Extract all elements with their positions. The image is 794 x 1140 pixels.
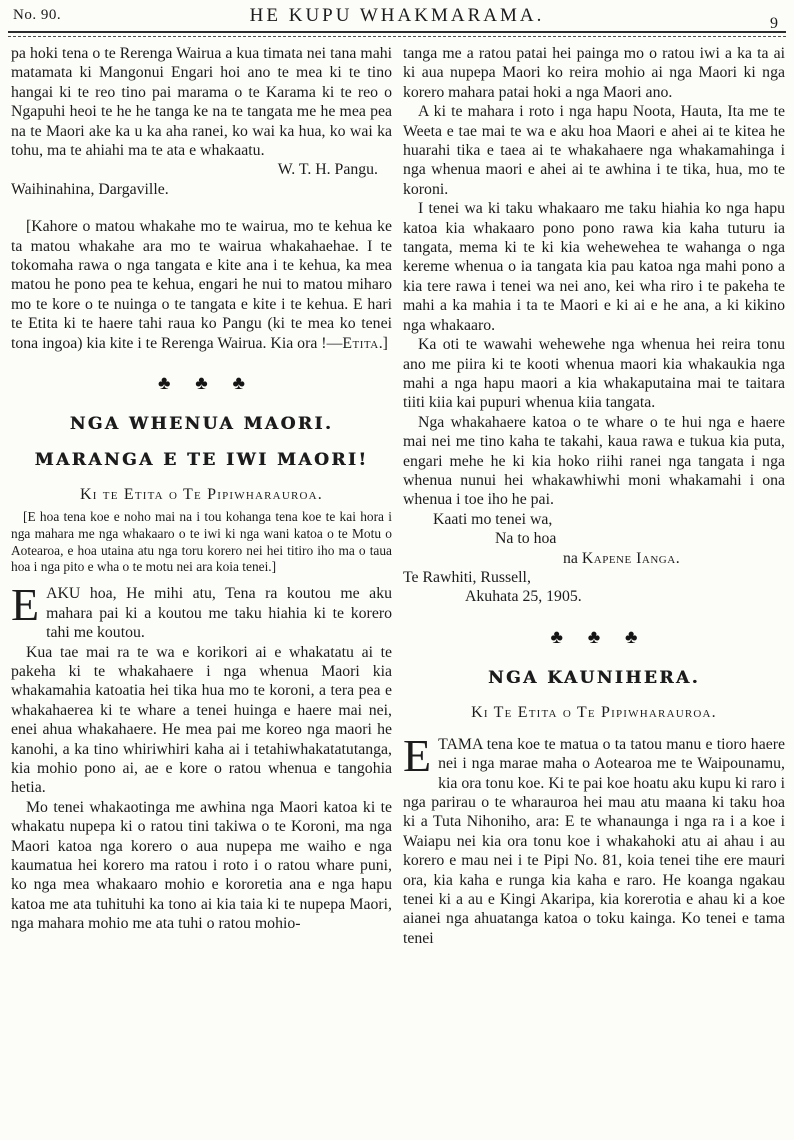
right-continuation-paragraph: tanga me a ratou patai hei painga mo o ratou iwi a ka ta ai ki aua nupepa Maori ko reira mohio ai nga Maori ki nga korero mahara patai hoki a nga Maori ano. xyxy=(403,45,785,101)
dropcap-paragraph-text: AKU hoa, He mihi atu, Tena ra koutou me aku mahara pai ki a koutou me taku hiahia ki te korero tahi me koutou. xyxy=(46,585,392,642)
letter-address: Waihinahina, Dargaville. xyxy=(11,180,169,198)
paragraph-ka-oti: Ka oti te wawahi wehewehe nga whenua hei reira tonu ano me piira ki te kooti whenua maori kia whakaukia nga mahi a nga hapu maori a kia whakaputaina mai te taitara tiiti kiia kai pupuri whenua kiia tangata. xyxy=(403,336,785,412)
editor-note-text: [Kahore o matou whakahe mo te wairua, mo te kehua ke ta matou whakahe ara mo te wairua whakahaehae. I te tokomaha rawa o nga tangata e kite ana i te kehua, ka mea matou he pono pea te kehua, engari he nui to matou miharo mo te kore o te nuinga o te tangata e kite i te kehua. E hari te Etita ki te haere tahi raua ko Pangu (ki te mea ko tenei tona ingoa) kia kite i te Rerenga Wairua. Kia ora !— xyxy=(11,218,392,352)
paragraph-i-tenei-wa: I tenei wa ki taku whakaaro me taku hiahia ko nga hapu katoa kia whakaaro pono pono rawa kia kaha tuturu ia tangata, mema ki te ki kia wehewehea te wahanga o nga kereme whenua o ia tangata kia pau katoa nga mahi pono a kia tere rawa i tenei wa nei ano, kei wha riro i te pakeha te mahi a ka mahia i ta te Maori e ki ai e he ana, a ki kikino nga whakaaro. xyxy=(403,200,785,334)
closing-signature xyxy=(403,549,785,568)
article-heading-nga-kaunihera: NGA KAUNIHERA. xyxy=(487,667,700,688)
dropcap-paragraph-left xyxy=(11,579,392,642)
closing-signature-name: Kapene Ianga. xyxy=(581,549,681,567)
masthead xyxy=(0,0,794,40)
page-number: 9 xyxy=(770,15,778,32)
left-continuation-paragraph: pa hoki tena o te Rerenga Wairua a kua timata nei tana mahi matamata ki Mangonui Engari hoi ano te mea ki te tino hangai ki te reo tino pai marama o te Karama ki te reo o Ngapuhi heoi te he he tanga ke na te tangata me he mea pea na te Maori ake ka u ka aha ranei, ko wai ka hua, ko wai ka tohu, ma te ahiahi ma te ata e whakaatu. xyxy=(11,45,392,160)
editor-note-close: .] xyxy=(378,334,388,352)
paragraph-nga-whakahaere: Nga whakahaere katoa o te whare o te hui nga e haere mai nei me tino kaha te takahi, kaua rawa e tukua kia puta, engari mehe he ki kia hoko riihi ranei nga tangata i nga whenua nunui hei whakawhiwhi moni whakamahi i ona whenua i toe iho he pai. xyxy=(403,413,785,509)
dropcap-paragraph-right xyxy=(403,729,785,948)
salutation-right: Ki Te Etita o Te Pipiwharauroa. xyxy=(471,703,717,721)
intro-note: [E hoa tena koe e noho mai na i tou kohanga tena koe te kai hora i nga mahara me nga whakaaro o te iwi ki nga wani katoa o te Motu o Aotearoa, e hoa utaina atu nga toru korero nei hei titiro iho ma o taua hoa i nga pito e wha o te motu nei ara koia tenei.] xyxy=(11,509,392,575)
spacer xyxy=(11,199,392,217)
club-ornament: ♣ ♣ ♣ xyxy=(550,626,638,648)
paragraph-mo-tenei: Mo tenei whakaotinga me awhina nga Maori katoa ki te whakatu nupepa ki o ratou tini takiwa o te Koroni, ma nga Maori katoa nga korero o aua nupepa me waiho e nga kaumatua hei korero ma ratou i roto i o ratou whare puni, ko nga mea whakaaro mohio e kororetia ana e nga hapu katoa me ata tuhituhi ka tono ai kia taia ki te nupepa Maori, nga mahara mohio me ata tuhi o ratou mohio- xyxy=(11,798,392,933)
paper-title: HE KUPU WHAKMARAMA. xyxy=(249,5,545,26)
letter-signature: W. T. H. Pangu. xyxy=(277,161,378,179)
article-heading-nga-whenua-maori: NGA WHENUA MAORI. xyxy=(69,414,334,435)
club-ornament: ♣ ♣ ♣ xyxy=(158,373,245,395)
spacer xyxy=(11,576,392,584)
masthead-rule-thick xyxy=(8,31,786,33)
paragraph-kua-tae: Kua tae mai ra te wa e korikori ai e whakatatu ai te pakeha ki te whakahaere i nga whenua Maori kia whakamahia katoatia hei tika hua mo te koroni, a tera pea e whakahaerea ki te whare a tenei huinga e haere mai nei, enei ahua whakahaere. He mea pai me koreo nga maori he kanohi, a ka tino whiriwhiri kaha ai i tetahiwhakatatutanga, kia mohio pono ai, ae e kore o ratou whenua e tangohia hetia. xyxy=(11,643,392,797)
spacer xyxy=(403,727,785,735)
closing-place: Te Rawhiti, Russell, xyxy=(403,568,531,586)
paragraph-a-ki-te-mahara: A ki te mahara i roto i nga hapu Noota, Hauta, Ita me te Weeta e tae mai te wa e aku hoa Maori e ahei ai te kitea he huarahi tika e taea ai te whakahaere nga whakamahinga i nga whenua maori e ahei ai te awhina i te tika, hua, mo te koroni. xyxy=(403,103,785,198)
editor-note xyxy=(11,217,392,353)
masthead-rule-thin xyxy=(8,36,786,37)
left-column xyxy=(11,44,392,934)
closing-date: Akuhata 25, 1905. xyxy=(465,588,582,606)
dropcap-letter: E xyxy=(403,729,432,781)
issue-number: No. 90. xyxy=(13,7,62,23)
editor-note-editor-name: Etita xyxy=(342,334,379,352)
article-subheading-maranga: MARANGA E TE IWI MAORI! xyxy=(34,450,369,471)
closing-line-kaati: Kaati mo tenei wa, xyxy=(433,510,553,528)
salutation-left: Ki te Etita o Te Pipiwharauroa. xyxy=(79,486,323,504)
closing-line-na-to-hoa: Na to hoa xyxy=(495,530,557,548)
right-column xyxy=(403,44,785,948)
closing-signature-prefix: na xyxy=(563,549,582,567)
dropcap-letter: E xyxy=(11,579,40,631)
dropcap-paragraph-text: TAMA tena koe te matua o ta tatou manu e tioro haere nei i nga marae maha o Aotearoa me te Waipounamu, kia ora tonu koe. Ki te pai koe hoatu aku kupu ki raro i nga parirau o te wharauroa hei mau atu maana ki taku hoa ki a Tuta Nihoniho, ara: E te whanaunga i nga ra i a koe i Waiapu nei kia ora tonu koe i whakahoki atu ai ahau i au korero e mau nei i te Pipi No. 81, koia tenei tihe ere mauri ora, kia kaha e runga kia kaha e raro. He koanga ngakau tenei ki a au e Kingi Akaripa, kia korerotia e ahau ki a koe aianei nga ahuatanga katoa o toku kainga. Ko tenei e tama tenei xyxy=(403,735,785,947)
